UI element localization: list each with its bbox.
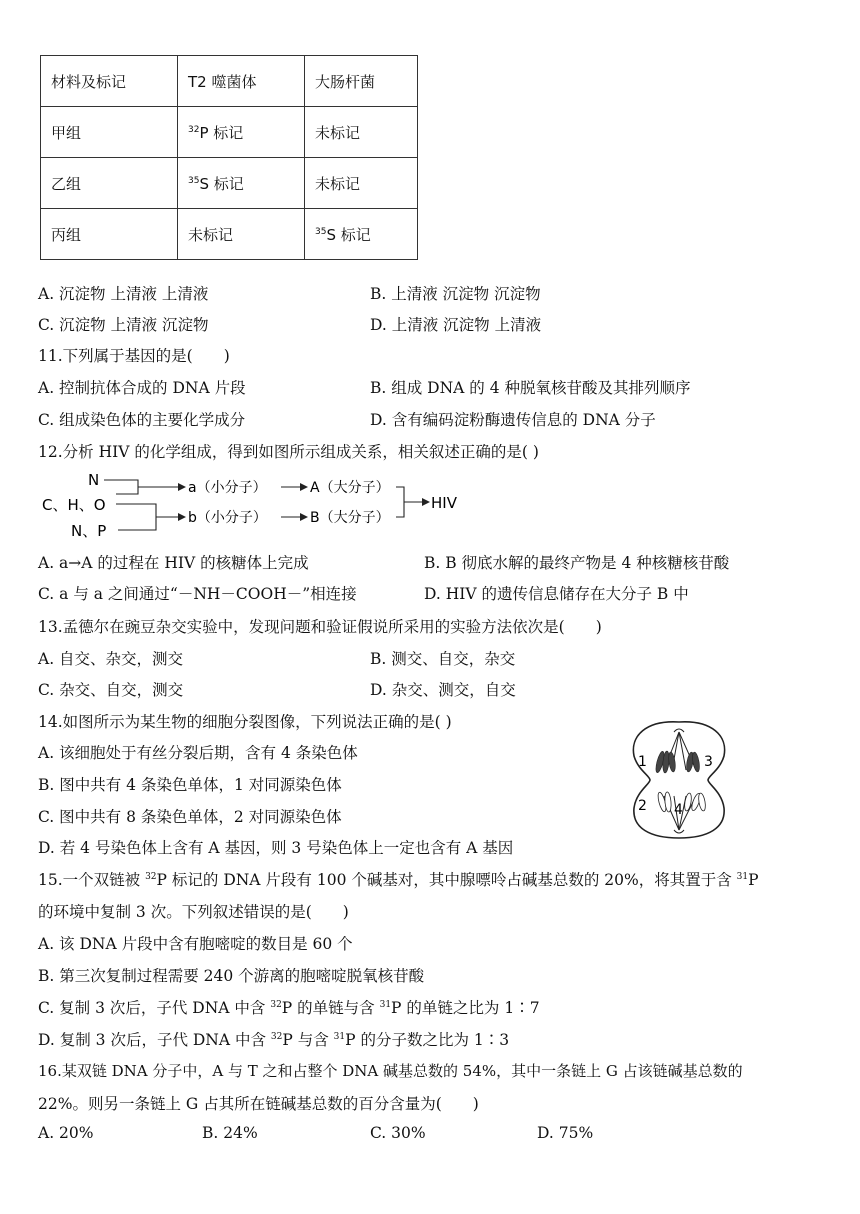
q11-stem: 11.下列属于基因的是( )	[38, 347, 230, 365]
q11-option-c: C. 组成染色体的主要化学成分	[38, 411, 246, 429]
q11-option-a: A. 控制抗体合成的 DNA 片段	[38, 379, 246, 397]
q16-option-a: A. 20%	[38, 1124, 94, 1142]
diagram-a-small: a（小分子）	[188, 480, 267, 496]
q15-option-b: B. 第三次复制过程需要 240 个游离的胞嘧啶脱氧核苷酸	[38, 967, 425, 985]
hiv-composition-diagram	[38, 466, 478, 544]
cell-division-figure	[624, 718, 734, 842]
q13-option-d: D. 杂交、测交，自交	[370, 681, 516, 699]
chromosome-label-1: 1	[638, 754, 647, 770]
q13-option-b: B. 测交、自交，杂交	[370, 650, 516, 668]
table-cell-group: 丙组	[41, 209, 178, 260]
labeling-table	[40, 55, 418, 260]
q10-option-d: D. 上清液 沉淀物 上清液	[370, 316, 542, 334]
q10-option-b: B. 上清液 沉淀物 沉淀物	[370, 285, 541, 303]
chromosome-label-4: 4	[674, 802, 683, 818]
q15-option-d: D. 复制 3 次后，子代 DNA 中含 $^{32}$P 与含 $^{31}$P 的分子数之比为 1∶3	[38, 1031, 510, 1049]
table-row	[41, 158, 418, 209]
q16-option-d: D. 75%	[537, 1124, 594, 1142]
cell-outline	[633, 722, 724, 838]
table-header-row	[41, 56, 418, 107]
table-header-cell: 材料及标记	[41, 56, 178, 107]
table-row	[41, 107, 418, 158]
table-cell-ecoli: $^{35}$S 标记	[305, 209, 418, 260]
q12-option-d: D. HIV 的遗传信息储存在大分子 B 中	[424, 585, 689, 603]
q12-option-b: B. B 彻底水解的最终产物是 4 种核糖核苷酸	[424, 554, 730, 572]
table-cell-group: 乙组	[41, 158, 178, 209]
table-cell-phage: 未标记	[178, 209, 305, 260]
diagram-b-small: b（小分子）	[188, 510, 267, 526]
q13-stem: 13.孟德尔在豌豆杂交实验中，发现问题和验证假说所采用的实验方法依次是( )	[38, 618, 602, 636]
q15-stem-line2: 的环境中复制 3 次。下列叙述错误的是( )	[38, 903, 349, 921]
diagram-A-big: A（大分子）	[310, 480, 390, 496]
q14-stem: 14.如图所示为某生物的细胞分裂图像，下列说法正确的是( )	[38, 713, 452, 731]
q15-option-c: C. 复制 3 次后，子代 DNA 中含 $^{32}$P 的单链与含 $^{31}$P 的单链之比为 1∶7	[38, 999, 540, 1017]
diagram-cho: C、H、O	[42, 496, 106, 514]
diagram-n: N	[88, 471, 100, 489]
q10-option-a: A. 沉淀物 上清液 上清液	[38, 285, 209, 303]
table-cell-group: 甲组	[41, 107, 178, 158]
q13-option-a: A. 自交、杂交，测交	[38, 650, 184, 668]
chromosome-label-3: 3	[704, 754, 713, 770]
q12-option-c: C. a 与 a 之间通过“－NH－COOH－”相连接	[38, 585, 357, 603]
q14-option-b: B. 图中共有 4 条染色单体，1 对同源染色体	[38, 776, 342, 794]
q15-stem-line1: 15.一个双链被 $^{32}$P 标记的 DNA 片段有 100 个碱基对，其中腺嘌呤占碱基总数的 20%，将其置于含 $^{31}$P	[38, 871, 759, 889]
q16-stem-line1: 16.某双链 DNA 分子中，A 与 T 之和占整个 DNA 碱基总数的 54%，其中一条链上 G 占该链碱基总数的	[38, 1062, 743, 1080]
table-header-cell: T2 噬菌体	[178, 56, 305, 107]
table-cell-phage: $^{35}$S 标记	[178, 158, 305, 209]
q11-option-d: D. 含有编码淀粉酶遗传信息的 DNA 分子	[370, 411, 656, 429]
q10-option-c: C. 沉淀物 上清液 沉淀物	[38, 316, 209, 334]
q15-option-a: A. 该 DNA 片段中含有胞嘧啶的数目是 60 个	[38, 935, 353, 953]
q11-option-b: B. 组成 DNA 的 4 种脱氧核苷酸及其排列顺序	[370, 379, 691, 397]
q14-option-a: A. 该细胞处于有丝分裂后期，含有 4 条染色体	[38, 744, 358, 762]
table-cell-phage: $^{32}$P 标记	[178, 107, 305, 158]
q16-option-b: B. 24%	[202, 1124, 258, 1142]
diagram-B-big: B（大分子）	[310, 510, 390, 526]
table-cell-ecoli: 未标记	[305, 158, 418, 209]
q13-option-c: C. 杂交、自交，测交	[38, 681, 184, 699]
table-header-cell: 大肠杆菌	[305, 56, 418, 107]
q16-option-c: C. 30%	[370, 1124, 426, 1142]
diagram-hiv: HIV	[431, 494, 457, 512]
table-cell-ecoli: 未标记	[305, 107, 418, 158]
chromosome-label-2: 2	[638, 798, 647, 814]
q12-stem: 12.分析 HIV 的化学组成，得到如图所示组成关系，相关叙述正确的是( )	[38, 443, 539, 461]
q12-option-a: A. a→A 的过程在 HIV 的核糖体上完成	[38, 554, 309, 572]
q14-option-d: D. 若 4 号染色体上含有 A 基因，则 3 号染色体上一定也含有 A 基因	[38, 839, 514, 857]
q16-stem-line2: 22%。则另一条链上 G 占其所在链碱基总数的百分含量为( )	[38, 1095, 479, 1113]
q14-option-c: C. 图中共有 8 条染色单体，2 对同源染色体	[38, 808, 342, 826]
table-row	[41, 209, 418, 260]
diagram-np: N、P	[71, 522, 107, 540]
